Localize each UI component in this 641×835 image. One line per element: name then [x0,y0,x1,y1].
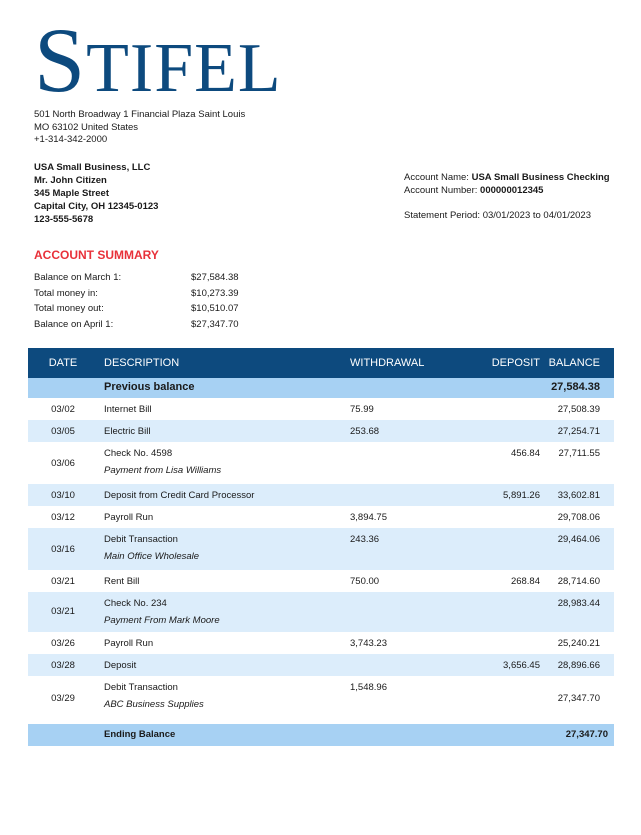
table-row [28,592,614,632]
row-balance: 27,711.55 [558,448,600,459]
row-balance: 29,708.06 [557,512,600,523]
row-description: Rent Bill [104,576,140,587]
table-row [28,528,614,570]
customer-line: 345 Maple Street [34,188,109,199]
table-row [28,676,614,722]
customer-address [34,161,158,226]
row-date: 03/26 [51,638,75,649]
summary-label: Balance on March 1: [34,272,122,283]
summary-label: Total money in: [34,287,98,299]
row-description: Deposit [104,660,137,671]
bank-address [34,109,245,147]
summary-row [34,303,274,319]
row-subtext: Payment from Lisa Williams [104,465,222,476]
row-withdrawal: 253.68 [350,426,380,437]
customer-line: 123-555-5678 [34,214,94,225]
row-date: 03/02 [51,404,75,415]
previous-balance-row [28,378,614,398]
account-name: USA Small Business Checking [471,172,610,183]
row-balance: 28,983.44 [557,598,600,609]
header-deposit: DEPOSIT [491,357,540,369]
header-balance: BALANCE [548,357,600,369]
logo-initial: S [34,9,87,111]
summary-row [34,272,274,288]
logo-rest: TIFEL [86,30,282,107]
row-deposit: 3,656.45 [503,660,540,671]
row-balance: 33,602.81 [557,490,600,501]
address-line: MO 63102 United States [34,121,139,133]
summary-value: $27,347.70 [191,318,239,330]
row-date: 03/10 [51,490,75,501]
row-balance: 27,347.70 [557,693,600,704]
customer-line: USA Small Business, LLC [34,162,151,173]
row-withdrawal: 3,894.75 [350,512,387,523]
table-row [28,398,614,420]
row-date: 03/06 [51,458,75,469]
header-withdrawal: WITHDRAWAL [350,357,425,369]
table-row [28,484,614,506]
row-date: 03/05 [51,426,75,437]
previous-balance-label: Previous balance [104,381,195,393]
row-description: Debit Transaction [104,682,178,693]
table-row [28,570,614,592]
address-line: 501 North Broadway 1 Financial Plaza Saint Louis [34,109,246,120]
row-balance: 29,464.06 [557,534,600,545]
row-date: 03/21 [51,576,75,587]
ending-balance-row [28,724,614,746]
row-subtext: Payment From Mark Moore [104,615,220,626]
summary-value: $27,584.38 [191,272,239,283]
summary-row [34,288,274,304]
customer-line: Capital City, OH 12345-0123 [34,201,159,212]
row-withdrawal: 1,548.96 [350,682,387,693]
table-header [28,348,614,378]
stifel-logo [34,9,282,111]
row-date: 03/21 [51,606,75,617]
row-description: Electric Bill [104,426,151,437]
row-deposit: 268.84 [510,576,540,587]
row-description: Payroll Run [104,638,154,649]
summary-value: $10,273.39 [191,287,239,299]
row-description: Internet Bill [104,404,152,415]
row-date: 03/28 [51,660,75,671]
row-description: Deposit from Credit Card Processor [104,490,255,501]
account-number: 000000012345 [480,185,544,196]
ending-balance-label: Ending Balance [104,729,176,740]
ending-balance-value: 27,347.70 [565,729,608,740]
table-row [28,442,614,484]
statement-period [404,210,591,221]
account-summary-title: ACCOUNT SUMMARY [34,248,159,262]
row-withdrawal: 3,743.23 [350,638,387,649]
header-date: DATE [48,357,78,369]
row-deposit: 5,891.26 [503,490,540,501]
row-date: 03/29 [51,693,75,704]
summary-label: Balance on April 1: [34,318,114,330]
row-balance: 25,240.21 [557,638,600,649]
row-balance: 28,896.66 [557,660,600,671]
row-description: Check No. 4598 [104,448,173,459]
row-withdrawal: 75.99 [350,404,374,415]
account-name-label: Account Name: [404,172,469,183]
row-subtext: ABC Business Supplies [104,699,204,710]
transactions-table [28,348,614,746]
row-description: Check No. 234 [104,598,167,609]
row-balance: 27,508.39 [557,404,600,415]
summary-value: $10,510.07 [191,303,239,314]
row-balance: 28,714.60 [557,576,600,587]
account-name-row [404,171,610,184]
table-row [28,506,614,528]
row-description: Debit Transaction [104,534,178,545]
account-summary [34,272,274,334]
summary-label: Total money out: [34,303,104,314]
bank-phone: +1-314-342-2000 [34,134,108,145]
row-withdrawal: 750.00 [350,576,380,587]
header-description: DESCRIPTION [104,357,180,369]
row-subtext: Main Office Wholesale [104,551,200,562]
table-row [28,632,614,654]
account-number-row [404,184,610,197]
row-date: 03/16 [51,544,75,555]
row-withdrawal: 243.36 [350,534,380,545]
table-row [28,420,614,442]
period-value: 03/01/2023 to 04/01/2023 [482,210,591,221]
row-date: 03/12 [51,512,75,523]
row-description: Payroll Run [104,512,154,523]
account-info [404,171,610,197]
table-row [28,654,614,676]
summary-row [34,319,274,335]
account-number-label: Account Number: [404,185,478,196]
period-label: Statement Period: [404,210,481,221]
customer-line: Mr. John Citizen [34,175,107,186]
row-balance: 27,254.71 [557,426,600,437]
row-deposit: 456.84 [510,448,540,459]
previous-balance-value: 27,584.38 [551,381,600,393]
